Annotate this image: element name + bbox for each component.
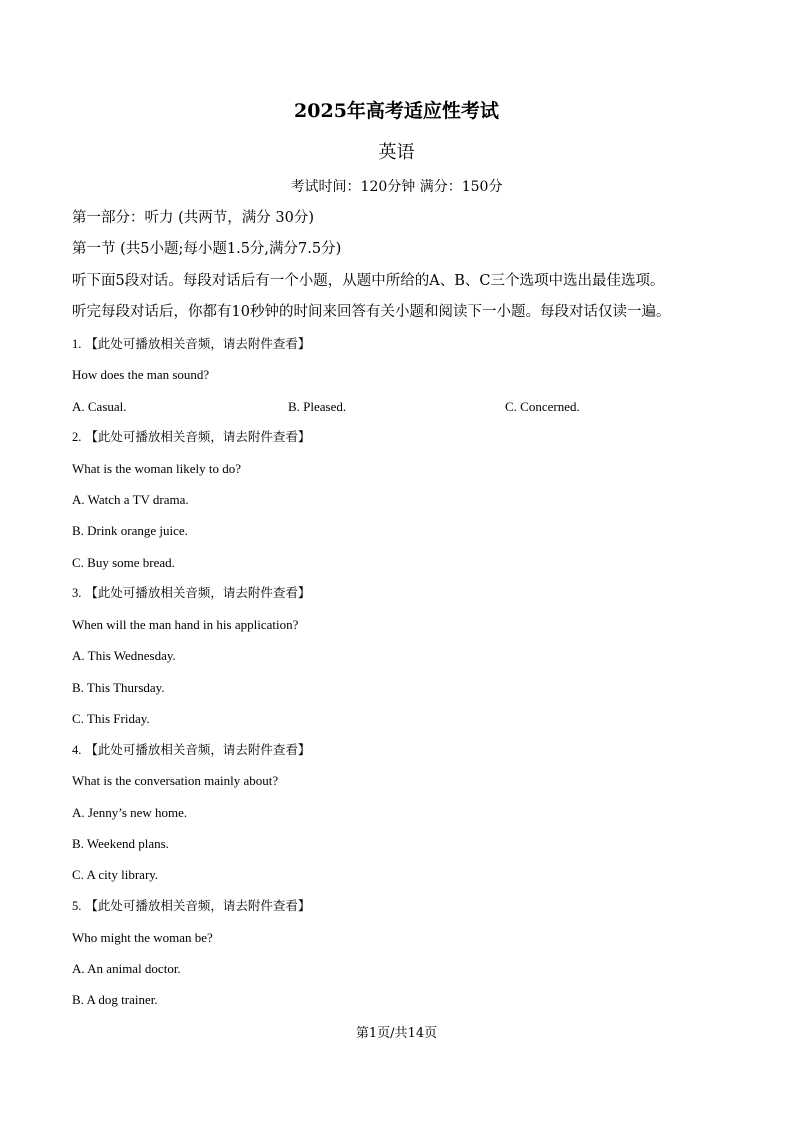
question-number: 2. <box>72 430 82 444</box>
audio-note: 【此处可播放相关音频，请去附件查看】 <box>85 336 311 351</box>
audio-note: 【此处可播放相关音频，请去附件查看】 <box>85 898 311 913</box>
part1-heading: 第一部分：听力 (共两节，满分 30分) <box>72 210 314 226</box>
question-4-option-c: C. A city library. <box>72 867 159 882</box>
question-5-text: Who might the woman be? <box>72 930 213 945</box>
question-1-option-b: B. Pleased. <box>288 399 347 414</box>
question-4-text: What is the conversation mainly about? <box>72 773 279 788</box>
question-3-option-b: B. This Thursday. <box>72 680 165 695</box>
question-1-option-c: C. Concerned. <box>505 399 580 414</box>
question-number: 3. <box>72 586 82 600</box>
section1-heading: 第一节 (共5小题;每小题1.5分,满分7.5分) <box>72 241 342 257</box>
instructions-line-1: 听下面5段对话。每段对话后有一个小题，从题中所给的A、B、C三个选项中选出最佳选项。 <box>72 273 665 289</box>
question-3-option-a: A. This Wednesday. <box>72 648 176 663</box>
question-5-option-b: B. A dog trainer. <box>72 992 158 1007</box>
question-2-option-a: A. Watch a TV drama. <box>72 492 189 507</box>
question-4-header <box>72 740 310 760</box>
question-1-text: How does the man sound? <box>72 367 210 382</box>
question-4-option-b: B. Weekend plans. <box>72 836 169 851</box>
instructions-line-2: 听完每段对话后，你都有10秒钟的时间来回答有关小题和阅读下一小题。每段对话仅读一遍。 <box>72 304 671 320</box>
audio-note: 【此处可播放相关音频，请去附件查看】 <box>85 742 311 757</box>
question-2-text: What is the woman likely to do? <box>72 461 241 476</box>
audio-note: 【此处可播放相关音频，请去附件查看】 <box>85 429 311 444</box>
question-5-header <box>72 896 310 916</box>
audio-note: 【此处可播放相关音频，请去附件查看】 <box>85 585 311 600</box>
question-3-header <box>72 583 310 603</box>
exam-subject: 英语 <box>378 142 415 163</box>
page-footer: 第1页/共14页 <box>355 1026 438 1041</box>
question-3-text: When will the man hand in his application? <box>72 617 299 632</box>
question-1-option-a: A. Casual. <box>72 399 127 414</box>
exam-title: 2025年高考适应性考试 <box>294 100 499 122</box>
question-2-option-b: B. Drink orange juice. <box>72 523 188 538</box>
question-number: 4. <box>72 743 82 757</box>
question-3-option-c: C. This Friday. <box>72 711 150 726</box>
question-1-header <box>72 334 310 354</box>
question-number: 5. <box>72 899 82 913</box>
question-2-header <box>72 427 310 447</box>
exam-info: 考试时间：120分钟 满分：150分 <box>290 179 503 195</box>
question-5-option-a: A. An animal doctor. <box>72 961 181 976</box>
question-2-option-c: C. Buy some bread. <box>72 555 175 570</box>
question-4-option-a: A. Jenny’s new home. <box>72 805 188 820</box>
question-number: 1. <box>72 337 82 351</box>
